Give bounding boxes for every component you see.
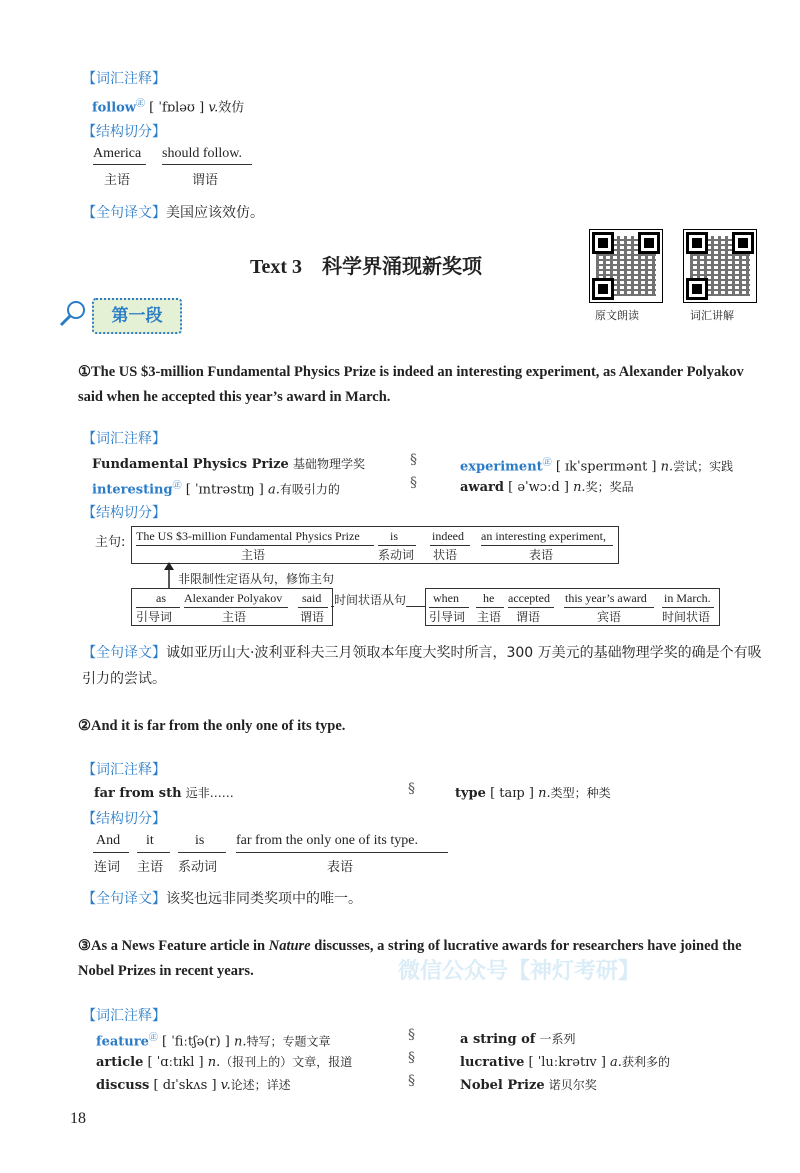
key-mark-icon: ㊣ — [136, 99, 146, 109]
vocab-def: 效仿 — [218, 100, 245, 116]
vocab-pos: v. — [220, 1078, 231, 1093]
struct-word: Alexander Polyakov — [184, 591, 283, 605]
vocab-word: far from sth — [94, 786, 182, 801]
struct-label: 系动词 — [378, 548, 415, 562]
struct-label: 引导词 — [429, 610, 466, 624]
struct-label: 主语 — [241, 548, 266, 562]
struct-word: as — [156, 591, 166, 605]
vocab-word: lucrative — [460, 1055, 525, 1070]
vocab-entry — [460, 455, 733, 474]
struct-word: he — [483, 591, 495, 605]
vocab-phonetic: [ ˈɑːtɪkl ] — [147, 1055, 204, 1070]
qr-label: 词汇讲解 — [690, 309, 734, 322]
vocab-entry — [94, 784, 234, 801]
divider-icon: § — [410, 452, 417, 468]
vocab-phonetic: [ əˈwɔːd ] — [508, 480, 569, 495]
struct-label: 表语 — [327, 860, 354, 875]
watermark: 微信公众号【神灯考研】 — [398, 959, 641, 984]
trans-text: 美国应该效仿。 — [166, 205, 264, 221]
vocab-def: 有吸引力的 — [279, 482, 340, 497]
vocab-word: interesting — [92, 482, 173, 498]
page-title: Text 3 科学界涌现新奖项 — [250, 256, 483, 278]
vocab-word: experiment — [460, 459, 543, 475]
struct-label: 表语 — [529, 548, 554, 562]
vocab-entry — [96, 1053, 352, 1070]
underline — [93, 852, 129, 853]
para-heading: 第一段 — [111, 306, 163, 326]
trans-tag: 【全句译文】 — [82, 645, 166, 661]
para-heading-box — [92, 298, 182, 334]
struct-label: 连词 — [94, 860, 121, 875]
page-number: 18 — [70, 1110, 86, 1127]
vocab-def: 特写；专题文章 — [246, 1034, 331, 1049]
vocab-def: 基础物理学奖 — [292, 457, 365, 471]
divider-icon: § — [408, 1027, 415, 1043]
underline — [162, 164, 252, 165]
vocab-word: a string of — [460, 1032, 536, 1047]
vocab-tag: 【词汇注释】 — [82, 1008, 166, 1024]
vocab-phonetic: [ ˈfiːtʃə(r) ] — [162, 1034, 230, 1050]
struct-word: The US $3-million Fundamental Physics Prize — [136, 529, 360, 543]
struct-label: 系动词 — [178, 860, 218, 875]
vocab-def: 一系列 — [539, 1032, 576, 1046]
sentence-part: discusses, a string of lucrative awards for researchers have joined the Nobel Prizes in recent years. — [78, 938, 742, 979]
vocab-word: Nobel Prize — [460, 1078, 545, 1093]
struct-word: in March. — [664, 591, 711, 605]
struct-word: is — [390, 529, 399, 543]
underline — [93, 164, 146, 165]
struct-label: 宾语 — [597, 610, 622, 624]
qr-code-icon[interactable] — [683, 229, 757, 303]
vocab-pos: a. — [610, 1055, 622, 1070]
struct-tag: 【结构切分】 — [82, 124, 166, 140]
underline — [178, 852, 226, 853]
vocab-tag: 【词汇注释】 — [82, 431, 166, 447]
vocab-phonetic: [ dɪˈskʌs ] — [153, 1078, 217, 1093]
vocab-def: 类型；种类 — [550, 786, 611, 800]
struct-label: 谓语 — [516, 610, 541, 624]
qr-label: 原文朗读 — [595, 309, 639, 322]
vocab-pos: n. — [234, 1034, 247, 1050]
struct-label: 状语 — [433, 548, 458, 562]
struct-tag: 【结构切分】 — [82, 811, 166, 827]
struct-word: accepted — [508, 591, 550, 605]
vocab-pos: n. — [573, 480, 586, 495]
struct-label: 主语 — [137, 860, 164, 875]
sentence-part: ③As a News Feature article in — [78, 938, 269, 954]
vocab-entry — [460, 478, 634, 495]
vocab-tag: 【词汇注释】 — [82, 71, 166, 87]
vocab-phonetic: [ ˈluːkrətɪv ] — [528, 1055, 606, 1070]
vocab-def: 诺贝尔奖 — [548, 1078, 597, 1092]
struct-label: 谓语 — [300, 610, 325, 624]
key-mark-icon: ㊣ — [542, 458, 552, 468]
vocab-word: Fundamental Physics Prize — [92, 457, 289, 472]
vocab-def: 尝试；实践 — [673, 459, 734, 474]
struct-label: 时间状语 — [662, 610, 711, 624]
struct-word: when — [433, 591, 459, 605]
magnifier-icon — [58, 298, 88, 332]
struct-label: 主语 — [222, 610, 247, 624]
vocab-def: （报刊上的）文章，报道 — [220, 1055, 353, 1069]
vocab-pos: v. — [208, 100, 219, 116]
translation — [82, 888, 362, 908]
struct-word: And — [96, 833, 121, 848]
struct-label: 谓语 — [192, 173, 219, 188]
vocab-def: 论述；详述 — [230, 1078, 291, 1092]
vocab-entry — [460, 1030, 576, 1047]
divider-icon: § — [408, 1073, 415, 1089]
vocab-tag: 【词汇注释】 — [82, 762, 166, 778]
vocab-entry — [455, 784, 611, 801]
qr-code-icon[interactable] — [589, 229, 663, 303]
struct-word: should follow. — [162, 146, 242, 161]
vocab-phonetic: [ ˈfɒləʊ ] — [149, 100, 205, 116]
trans-text: 该奖也远非同类奖项中的唯一。 — [166, 891, 362, 907]
vocab-phonetic: [ ɪkˈsperɪmənt ] — [555, 459, 657, 475]
sentence-1: ①The US $3-million Fundamental Physics Prize is indeed an interesting experiment, as Alexander Polyakov said when he accepted this year’s award in March. — [78, 364, 744, 405]
sentence-2: ②And it is far from the only one of its type. — [78, 718, 346, 734]
vocab-entry — [460, 1076, 597, 1093]
struct-label: 主语 — [104, 173, 131, 188]
vocab-entry-follow — [92, 96, 244, 115]
underline — [137, 852, 170, 853]
vocab-def: 远非…… — [185, 786, 234, 800]
vocab-pos: n. — [207, 1055, 221, 1070]
struct-word: said — [302, 591, 322, 605]
vocab-word: award — [460, 480, 504, 495]
vocab-pos: n. — [538, 786, 551, 801]
vocab-word: article — [96, 1055, 144, 1070]
vocab-entry — [460, 1053, 670, 1070]
key-mark-icon: ㊣ — [148, 1033, 158, 1043]
vocab-entry — [92, 455, 365, 472]
struct-word: an interesting experiment, — [481, 529, 606, 543]
vocab-entry — [92, 478, 340, 497]
vocab-word: follow — [92, 100, 137, 116]
trans-tag: 【全句译文】 — [82, 891, 166, 907]
struct-word: it — [146, 833, 154, 848]
struct-label: 引导词 — [136, 610, 173, 624]
vocab-phonetic: [ taɪp ] — [490, 786, 534, 801]
vocab-phonetic: [ ˈɪntrəstɪŋ ] — [185, 482, 264, 498]
translation — [82, 202, 264, 222]
struct-word: is — [195, 833, 205, 848]
sentence-3 — [78, 934, 750, 984]
main-clause-label: 主句: — [95, 535, 126, 550]
arrow-note: 非限制性定语从句，修饰主句 — [178, 572, 335, 586]
struct-word: America — [93, 146, 142, 161]
divider-icon: § — [408, 1050, 415, 1066]
translation — [82, 640, 762, 692]
vocab-word: type — [455, 786, 486, 801]
vocab-def: 获利多的 — [621, 1055, 670, 1069]
vocab-pos: a. — [267, 482, 280, 498]
divider-icon: § — [410, 475, 417, 491]
vocab-pos: n. — [660, 459, 674, 475]
struct-tag: 【结构切分】 — [82, 505, 166, 521]
struct-word: indeed — [432, 529, 464, 543]
trans-tag: 【全句译文】 — [82, 205, 166, 221]
struct-word: far from the only one of its type. — [236, 833, 418, 848]
key-mark-icon: ㊣ — [172, 481, 182, 491]
vocab-entry — [96, 1076, 291, 1093]
struct-label: 主语 — [477, 610, 502, 624]
struct-word: this year’s award — [565, 591, 647, 605]
vocab-word: discuss — [96, 1078, 150, 1093]
mid-note: 时间状语从句 — [334, 593, 407, 607]
vocab-entry — [96, 1030, 331, 1049]
divider-icon: § — [408, 781, 415, 797]
trans-text: 诚如亚历山大·波利亚科夫三月领取本年度大奖时所言，300 万美元的基础物理学奖的确是个有吸引力的尝试。 — [82, 645, 762, 687]
vocab-def: 奖；奖品 — [585, 480, 634, 494]
sentence-part-italic: Nature — [268, 938, 311, 954]
underline — [236, 852, 448, 853]
vocab-word: feature — [96, 1034, 149, 1050]
